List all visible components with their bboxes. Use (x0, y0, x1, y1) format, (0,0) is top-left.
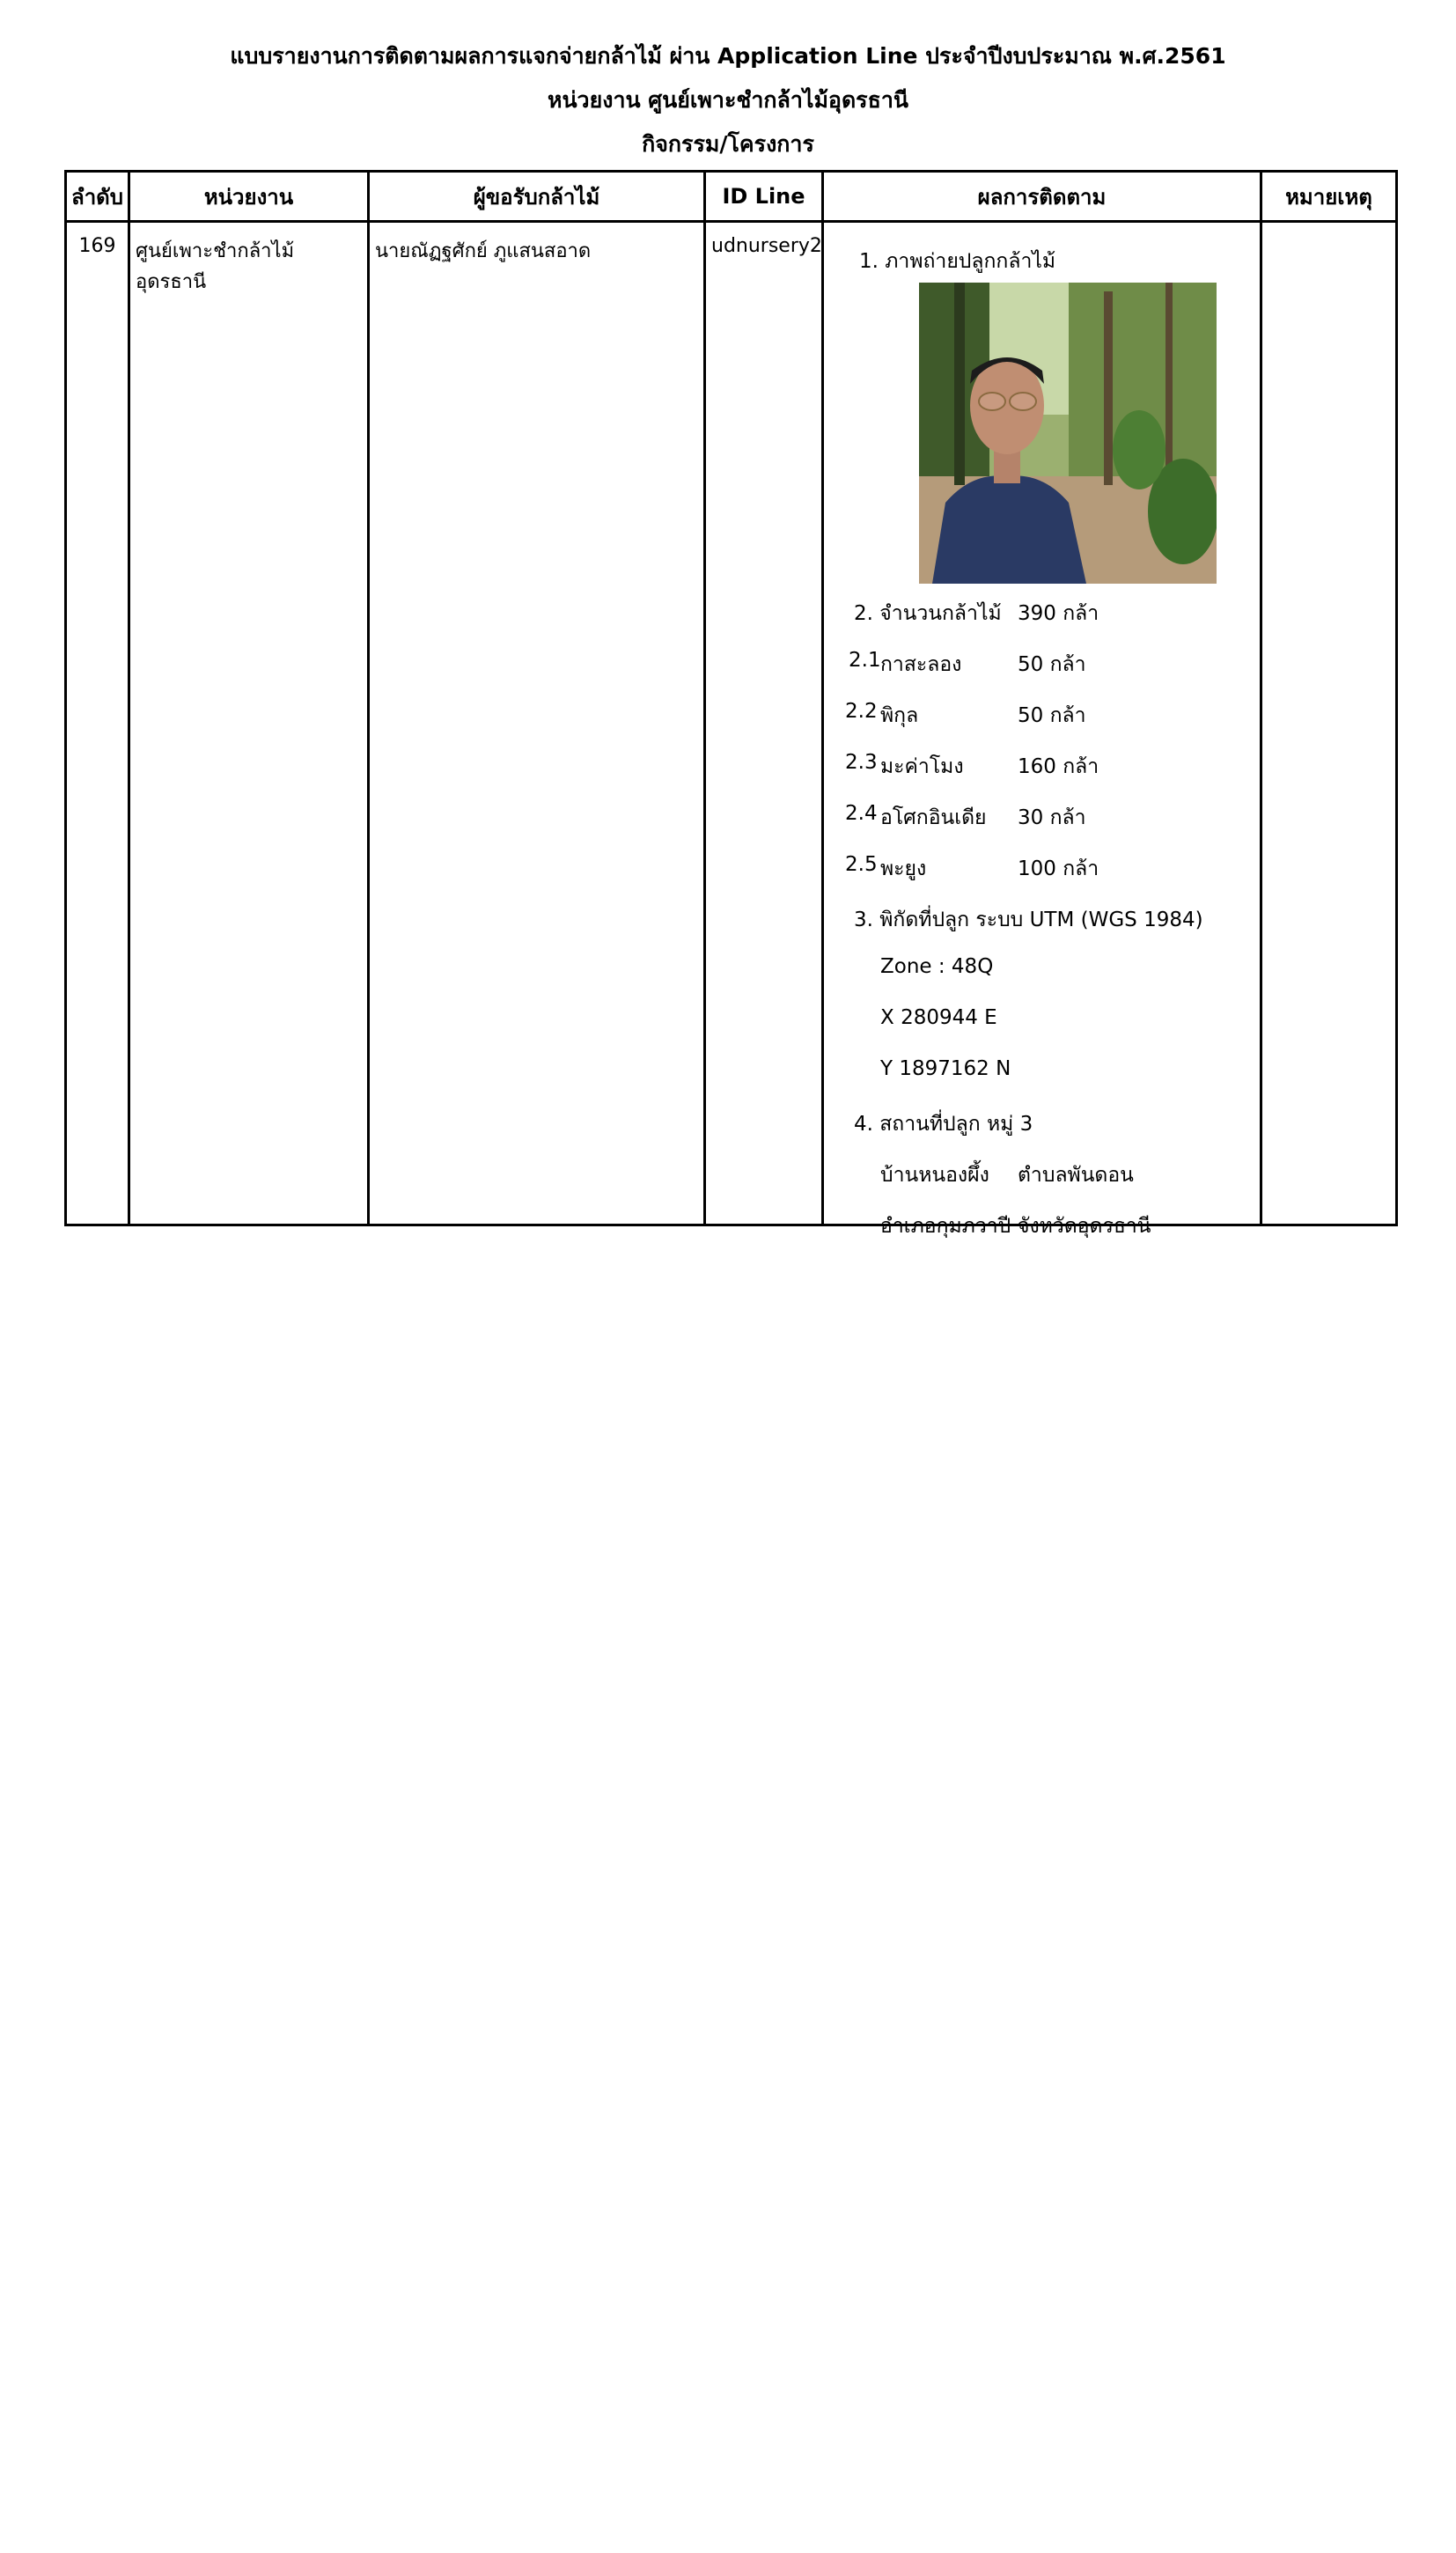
location-village: บ้านหนองผึ้ง (880, 1164, 989, 1187)
coordinate-label: 3. พิกัดที่ปลูก ระบบ UTM (WGS 1984) (854, 909, 1203, 931)
location-province: จังหวัดอุดรธานี (1018, 1215, 1151, 1238)
location-label: 4. สถานที่ปลูก หมู่ 3 (854, 1113, 1033, 1136)
species-4-qty: 30 กล้า (1018, 806, 1086, 829)
species-1-qty: 50 กล้า (1018, 653, 1086, 676)
species-1-name: กาสะลอง (880, 653, 962, 676)
species-1-num: 2.1 (849, 649, 881, 672)
header-remark: หมายเหตุ (1261, 172, 1397, 222)
cell-recipient: นายณัฏฐศักย์ ภูแสนสอาด (369, 222, 705, 1225)
count-label: 2. จำนวนกล้าไม้ (854, 602, 1002, 625)
report-table (64, 170, 1398, 1238)
photo-label: 1. ภาพถ่ายปลูกกล้าไม้ (859, 250, 1056, 273)
species-2-name: พิกุล (880, 704, 919, 727)
species-4-name: อโศกอินเดีย (880, 806, 987, 829)
report-title: แบบรายงานการติดตามผลการแจกจ่ายกล้าไม้ ผ่าน Application Line ประจำปีงบประมาณ พ.ศ.2561 (230, 43, 1226, 69)
utm-zone: Zone : 48Q (880, 955, 994, 978)
utm-y: Y 1897162 N (880, 1057, 1011, 1080)
species-3-qty: 160 กล้า (1018, 755, 1099, 778)
report-titles (0, 37, 1456, 169)
header-recipient: ผู้ขอรับกล้าไม้ (369, 172, 705, 222)
species-5-num: 2.5 (845, 853, 878, 876)
cell-idline: udnursery2 (705, 222, 823, 1225)
planting-photo-image (919, 283, 1217, 584)
species-5-name: พะยูง (880, 857, 927, 880)
species-3-name: มะค่าโมง (880, 755, 964, 778)
cell-no: 169 (66, 222, 129, 1225)
header-unit: หน่วยงาน (129, 172, 369, 222)
cell-unit: ศูนย์เพาะชำกล้าไม้อุดรธานี (129, 222, 369, 1225)
report-activity-title: กิจกรรม/โครงการ (642, 131, 814, 157)
species-2-num: 2.2 (845, 700, 878, 723)
location-subdistrict: ตำบลพันดอน (1018, 1164, 1134, 1187)
cell-result (823, 222, 1261, 1238)
count-value: 390 กล้า (1018, 602, 1099, 625)
species-3-num: 2.3 (845, 751, 878, 774)
species-4-num: 2.4 (845, 802, 878, 825)
header-idline: ID Line (705, 172, 823, 222)
location-district: อำเภอกุมภวาปี (880, 1215, 1011, 1238)
species-2-qty: 50 กล้า (1018, 704, 1086, 727)
report-unit-title: หน่วยงาน ศูนย์เพาะชำกล้าไม้อุดรธานี (547, 87, 908, 113)
species-5-qty: 100 กล้า (1018, 857, 1099, 880)
cell-remark (1261, 222, 1397, 1225)
planting-photo (919, 283, 1217, 584)
table-row (66, 222, 1397, 1225)
header-no: ลำดับ (66, 172, 129, 222)
header-result: ผลการติดตาม (823, 172, 1261, 222)
table-header-row (66, 172, 1397, 222)
utm-x: X 280944 E (880, 1006, 997, 1029)
